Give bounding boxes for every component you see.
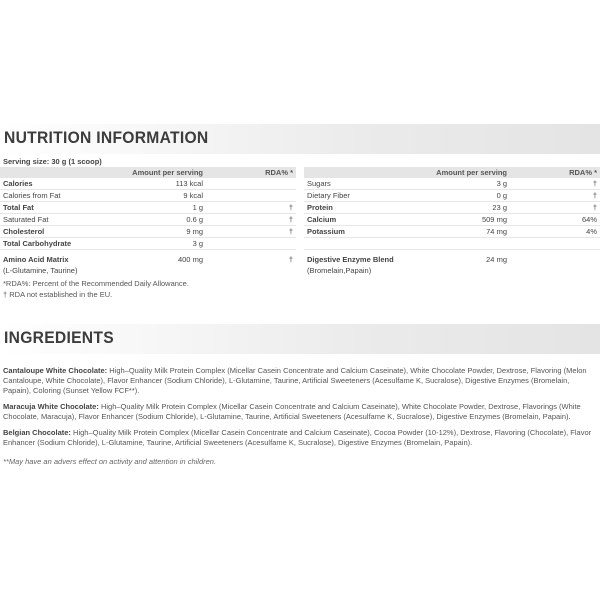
nutrient-name: Saturated Fat — [0, 214, 110, 226]
nutrient-rda: † — [510, 178, 600, 190]
nutrient-rda — [510, 254, 600, 265]
footnote-eu: † RDA not established in the EU. — [3, 290, 113, 299]
table-header-row — [0, 167, 296, 178]
nutrient-amount: 400 mg — [177, 255, 203, 264]
table-row — [0, 178, 296, 190]
nutrient-amount: 509 mg — [414, 214, 510, 226]
nutrient-rda: † — [206, 226, 296, 238]
serving-size: Serving size: 30 g (1 scoop) — [3, 157, 102, 166]
footnote-rda: *RDA%: Percent of the Recommended Daily Allowance. — [3, 279, 189, 288]
nutrient-rda: † — [206, 202, 296, 214]
nutrient-name: Calories — [0, 178, 110, 190]
nutrient-name: Total Fat — [0, 202, 110, 214]
nutrient-rda — [206, 238, 296, 250]
nutrient-rda: 4% — [510, 226, 600, 238]
table-row — [0, 190, 296, 202]
header-name — [0, 167, 110, 178]
nutrient-name: Cholesterol — [0, 226, 110, 238]
table-row-empty — [304, 238, 600, 250]
table-row — [304, 226, 600, 238]
ingredient-text: High–Quality Milk Protein Complex (Micellar Casein Concentrate and Calcium Caseinate), Cocoa Powder (10-12%), Dextrose, Flavoring (Chocolate), Flavor Enhancer (Sodium Chloride), L-Glutamine, Taurine, Artificial Sweeteners (Acesulfame K, Sucralose), Digestive Enzymes (Bromelain, Papain). — [3, 428, 592, 447]
table-header-row — [304, 167, 600, 178]
ingredient-name: Cantaloupe White Chocolate: — [3, 366, 108, 375]
nutrient-amount: 3 g — [414, 178, 510, 190]
ingredient-maracuja — [3, 402, 595, 422]
ingredient-text: High–Quality Milk Protein Complex (Micellar Casein Concentrate and Calcium Caseinate), White Chocolate Powder, Dextrose, Flavorings (White Chocolate, Maracuja), Flavor Enhancer (Sodium Chloride), L-Glutamine, Taurine, Artificial Sweeteners (Acesulfame K, Sucralose), Digestive Enzymes (Bromelain, Papain). — [3, 402, 581, 421]
ingredients-header-band — [0, 324, 600, 354]
nutrition-header-band — [0, 124, 600, 154]
header-amount: Amount per serving — [110, 167, 206, 178]
nutrient-name: Calories from Fat — [0, 190, 110, 202]
nutrient-rda: † — [288, 255, 293, 264]
nutrition-title: NUTRITION INFORMATION — [4, 128, 209, 147]
nutrient-rda: † — [510, 190, 600, 202]
nutrient-rda: † — [510, 202, 600, 214]
nutrient-amount: 23 g — [414, 202, 510, 214]
nutrient-amount: 113 kcal — [110, 178, 206, 190]
header-rda: RDA% * — [510, 167, 600, 178]
table-row — [304, 190, 600, 202]
nutrient-name: Dietary Fiber — [304, 190, 414, 202]
ingredient-name: Maracuja White Chocolate: — [3, 402, 99, 411]
nutrient-sub: (Bromelain,Papain) — [307, 266, 372, 275]
table-row — [0, 226, 296, 238]
table-row — [304, 178, 600, 190]
table-row — [0, 202, 296, 214]
header-amount: Amount per serving — [414, 167, 510, 178]
nutrient-name: Sugars — [304, 178, 414, 190]
nutrient-rda: † — [206, 214, 296, 226]
ingredient-cantaloupe — [3, 366, 595, 396]
header-rda: RDA% * — [206, 167, 296, 178]
table-row-enzyme-blend — [304, 254, 600, 265]
table-row — [0, 238, 296, 250]
nutrient-amount: 1 g — [110, 202, 206, 214]
table-row — [304, 214, 600, 226]
nutrient-name: Amino Acid Matrix — [3, 255, 69, 264]
nutrient-name: Potassium — [304, 226, 414, 238]
nutrient-amount: 0 g — [414, 190, 510, 202]
nutrient-name: Total Carbohydrate — [0, 238, 110, 250]
nutrient-name: Digestive Enzyme Blend — [307, 255, 394, 264]
header-name — [304, 167, 414, 178]
ingredients-title: INGREDIENTS — [4, 328, 114, 347]
ingredient-name: Belgian Chocolate: — [3, 428, 71, 437]
nutrient-rda — [206, 190, 296, 202]
nutrient-name: Calcium — [304, 214, 414, 226]
ingredient-belgian — [3, 428, 595, 448]
table-row — [304, 202, 600, 214]
ingredients-note: **May have an advers effect on activity and attention in children. — [3, 457, 217, 466]
ingredient-text: High–Quality Milk Protein Complex (Micellar Casein Concentrate and Calcium Caseinate), White Chocolate Powder, Dextrose, Flavoring (Melon Cantaloupe, White Chocolate), Flavor Enhancer (Sodium Chloride), L-Glutamine, Taurine, Artificial Sweeteners (Acesulfame K, Sucralose), Digestive Enzymes (Bromelain, Papain), Coloring (Sunset Yellow FCF**). — [3, 366, 587, 395]
nutrient-amount: 74 mg — [414, 226, 510, 238]
table-row — [0, 214, 296, 226]
nutrient-name: Protein — [304, 202, 414, 214]
nutrition-table-right — [304, 167, 600, 276]
nutrient-amount: 3 g — [110, 238, 206, 250]
table-row-amino-acid — [0, 254, 296, 265]
nutrient-amount: 9 kcal — [110, 190, 206, 202]
nutrition-table-left — [0, 167, 296, 276]
nutrient-amount: 0.6 g — [110, 214, 206, 226]
nutrient-rda: 64% — [510, 214, 600, 226]
nutrient-rda — [206, 178, 296, 190]
nutrient-sub: (L-Glutamine, Taurine) — [3, 266, 78, 275]
nutrient-amount: 9 mg — [110, 226, 206, 238]
nutrient-amount: 24 mg — [486, 255, 507, 264]
